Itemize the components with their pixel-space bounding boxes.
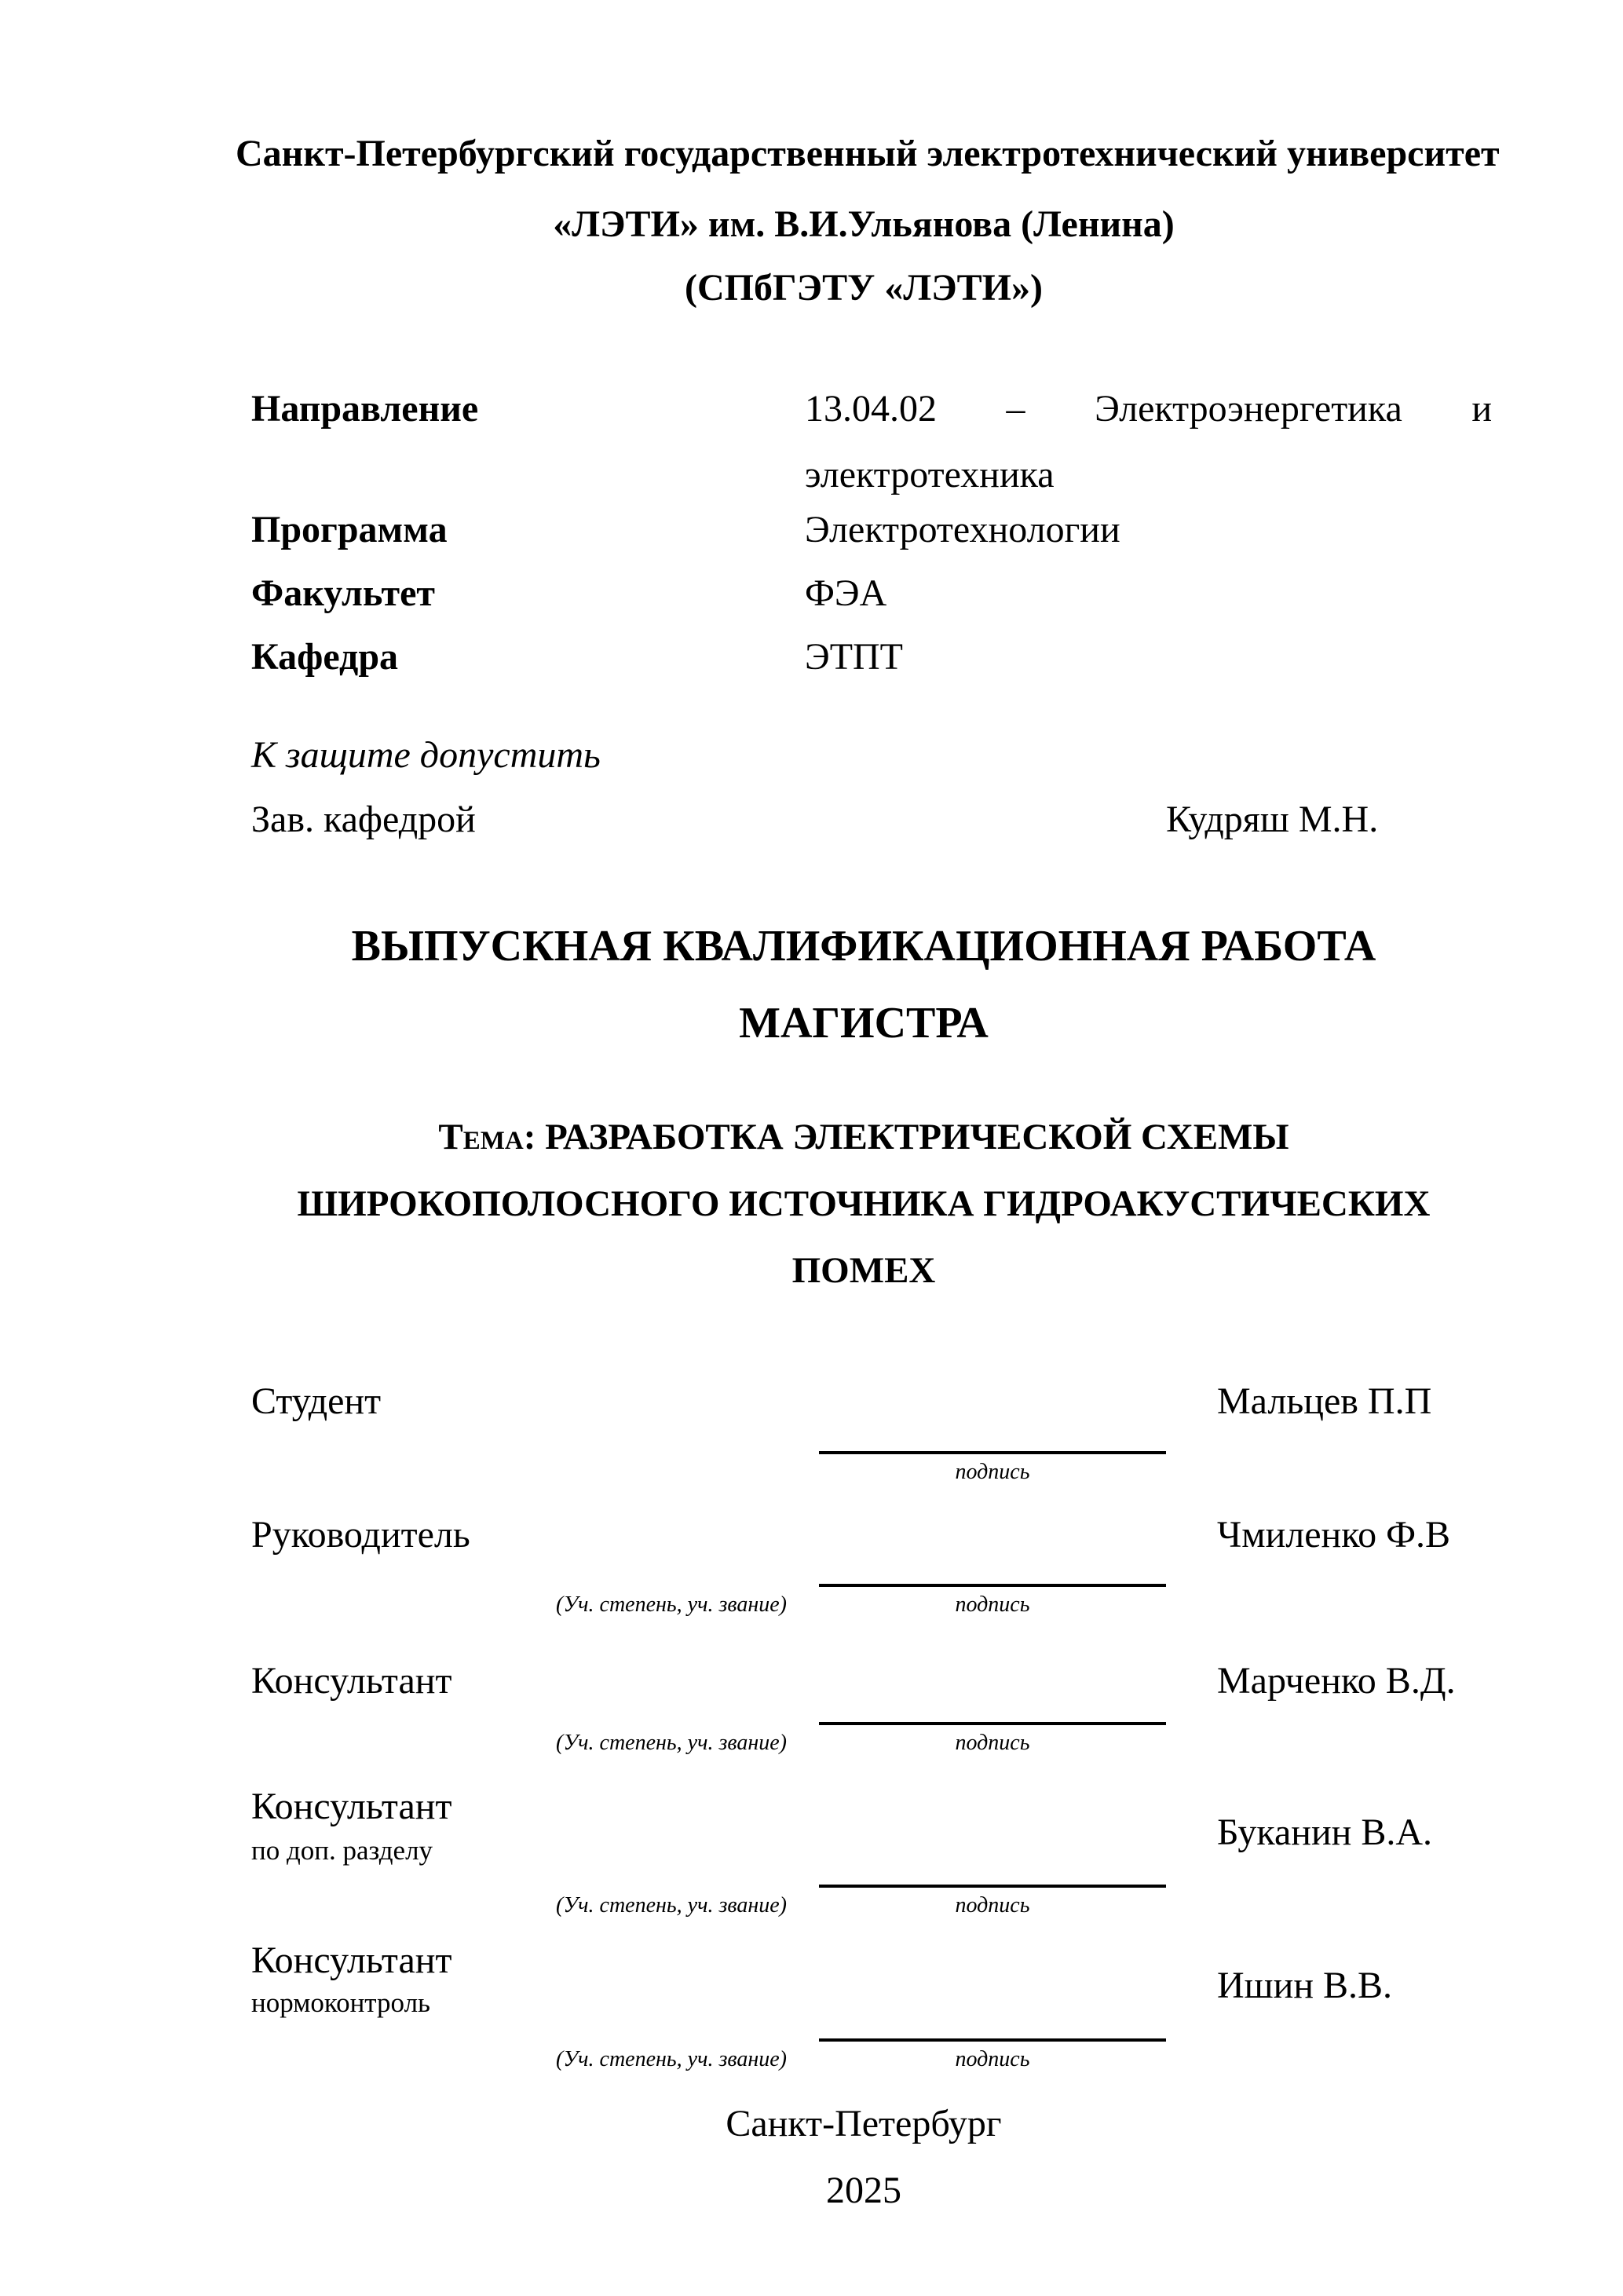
main-title-line1: ВЫПУСКНАЯ КВАЛИФИКАЦИОННАЯ РАБОТА	[351, 922, 1376, 971]
signature-line	[819, 1722, 1166, 1725]
signature-caption: подпись	[955, 1893, 1030, 1918]
direction-dash: –	[1006, 388, 1025, 430]
direction-value-line1	[805, 389, 1492, 430]
university-name-line1: Санкт-Петербургский государственный электротехнический университет	[236, 133, 1500, 174]
signature-name-consultant2: Буканин В.А.	[1217, 1812, 1433, 1853]
signature-line	[819, 1584, 1166, 1587]
signature-role-consultant3: Консультант	[251, 1940, 452, 1981]
department-label: Кафедра	[251, 636, 399, 678]
direction-word1: Электроэнергетика	[1095, 388, 1402, 430]
signature-subrole-consultant2: по доп. разделу	[251, 1835, 433, 1866]
theme-line1-text: РАЗРАБОТКА ЭЛЕКТРИЧЕСКОЙ СХЕМЫ	[536, 1117, 1289, 1157]
signature-role-supervisor: Руководитель	[251, 1514, 470, 1556]
signature-caption: подпись	[955, 2047, 1030, 2071]
direction-value-line2: электротехника	[805, 454, 1055, 495]
theme-line2: ШИРОКОПОЛОСНОГО ИСТОЧНИКА ГИДРОАКУСТИЧЕСКИХ	[297, 1183, 1431, 1224]
degree-caption: (Уч. степень, уч. звание)	[556, 1893, 787, 1918]
theme-line3: ПОМЕХ	[791, 1250, 936, 1291]
program-label: Программа	[251, 509, 448, 550]
department-head-name: Кудряш М.Н.	[1166, 799, 1379, 840]
department-value: ЭТПТ	[805, 636, 903, 678]
direction-label: Направление	[251, 388, 479, 430]
signature-line	[819, 1451, 1166, 1454]
signature-name-supervisor: Чмиленко Ф.В	[1217, 1514, 1451, 1556]
degree-caption: (Уч. степень, уч. звание)	[556, 1731, 787, 1755]
university-name-line3: (СПбГЭТУ «ЛЭТИ»)	[685, 267, 1043, 309]
footer-city: Санкт-Петербург	[726, 2103, 1002, 2144]
signature-subrole-consultant3: нормоконтроль	[251, 1987, 430, 2018]
admission-permit-line: К защите допустить	[251, 734, 601, 776]
degree-caption: (Уч. степень, уч. звание)	[556, 2047, 787, 2071]
faculty-label: Факультет	[251, 572, 435, 614]
signature-role-student: Студент	[251, 1380, 382, 1422]
direction-word2: и	[1471, 388, 1492, 430]
theme-line1	[236, 1117, 1492, 1158]
signature-name-consultant3: Ишин В.В.	[1217, 1965, 1393, 2006]
program-value: Электротехнологии	[805, 509, 1120, 550]
department-head-label: Зав. кафедрой	[251, 799, 476, 840]
signature-caption: подпись	[955, 1592, 1030, 1617]
signature-line	[819, 2038, 1166, 2042]
faculty-value: ФЭА	[805, 572, 887, 614]
signature-name-consultant1: Марченко В.Д.	[1217, 1660, 1456, 1702]
university-name-line2: «ЛЭТИ» им. В.И.Ульянова (Ленина)	[553, 203, 1175, 245]
main-title-line2: МАГИСТРА	[739, 999, 989, 1047]
degree-caption: (Уч. степень, уч. звание)	[556, 1592, 787, 1617]
signature-caption: подпись	[955, 1460, 1030, 1484]
footer-year: 2025	[826, 2170, 901, 2211]
signature-caption: подпись	[955, 1731, 1030, 1755]
theme-prefix: Тема:	[438, 1117, 536, 1157]
signature-name-student: Мальцев П.П	[1217, 1380, 1432, 1422]
signature-line	[819, 1885, 1166, 1888]
signature-role-consultant2: Консультант	[251, 1786, 452, 1827]
direction-code: 13.04.02	[805, 388, 937, 430]
signature-role-consultant1: Консультант	[251, 1660, 452, 1702]
